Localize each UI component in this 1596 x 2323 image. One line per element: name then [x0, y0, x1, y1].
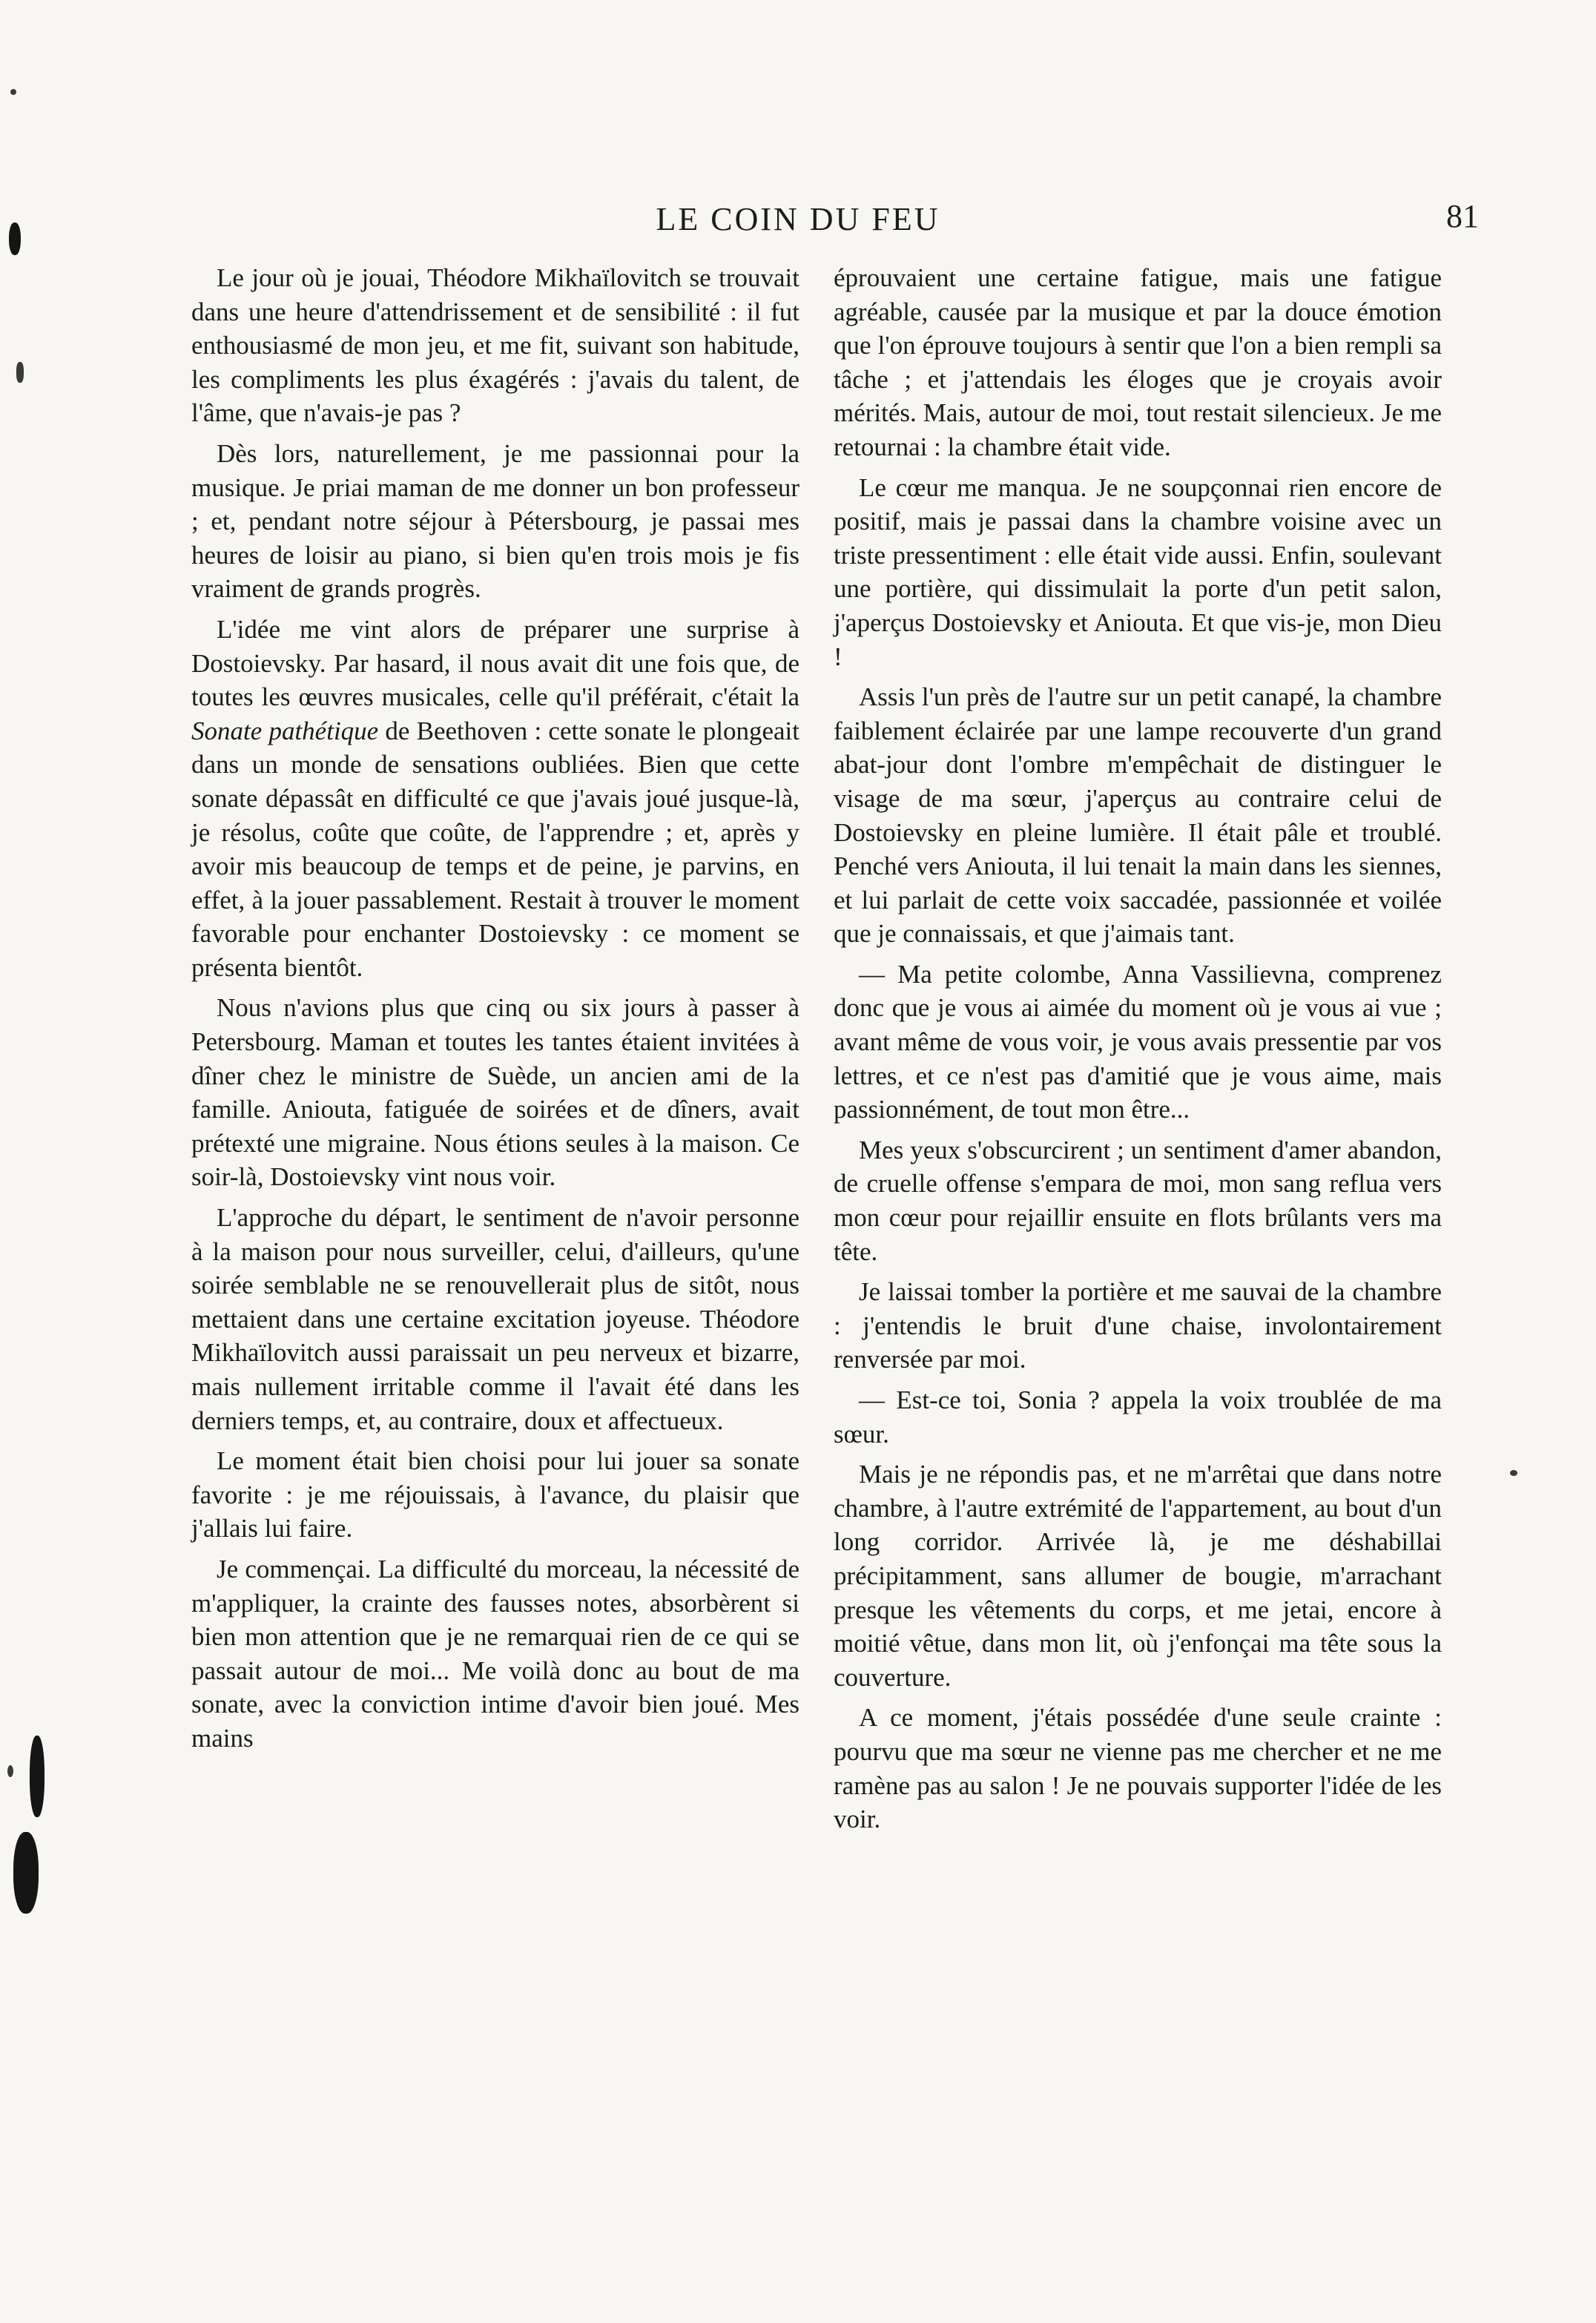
- paragraph: Mais je ne répondis pas, et ne m'arrêtai que dans notre chambre, à l'autre extrémité de l'appartement, au bout d'un long corridor. Arrivée là, je me déshabillai précipitamment, sans allumer de bougie, m'arrachant presque les vêtements du corps, et me jetai, encore à moitié vêtue, dans mon lit, où j'enfonçai ma tête sous la couverture.: [834, 1460, 1442, 1692]
- paragraph: A ce moment, j'étais possédée d'une seule crainte : pourvu que ma sœur ne vienne pas me chercher et ne me ramène pas au salon ! Je ne pouvais supporter l'idée de les voir.: [834, 1703, 1442, 1834]
- paragraph: L'approche du départ, le sentiment de n'avoir personne à la maison pour nous surveiller, celui, d'ailleurs, qu'une soirée semblable ne se renouvellerait plus de sitôt, nous mettaient dans une certaine excitation joyeuse. Théodore Mikhaïlovitch aussi paraissait un peu nerveux et bizarre, mais nullement irritable comme il l'avait été dans les derniers temps, et, au contraire, doux et affectueux.: [191, 1203, 799, 1435]
- left-column: [191, 261, 799, 1762]
- ink-speck: [7, 1765, 13, 1777]
- paragraph: Le moment était bien choisi pour lui jouer sa sonate favorite : je me réjouissais, à l'avance, du plaisir que j'allais lui faire.: [191, 1446, 799, 1543]
- paragraph: Le cœur me manqua. Je ne soupçonnai rien encore de positif, mais je passai dans la chambre voisine avec un triste pressentiment : elle était vide aussi. Enfin, soulevant une portière, qui dissimulait la porte d'un petit salon, j'aperçus Dostoievsky et Aniouta. Et que vis-je, mon Dieu !: [834, 472, 1442, 671]
- paragraph: — Est-ce toi, Sonia ? appela la voix troublée de ma sœur.: [834, 1385, 1442, 1449]
- paragraph: Dès lors, naturellement, je me passionnai pour la musique. Je priai maman de me donner un bon professeur ; et, pendant notre séjour à Pétersbourg, je passai mes heures de loisir au piano, si bien qu'en trois mois je fis vraiment de grands progrès.: [191, 438, 799, 604]
- ink-blot: [30, 1736, 44, 1817]
- right-column: [834, 261, 1442, 1843]
- ink-speck: [16, 362, 24, 383]
- paragraph: Assis l'un près de l'autre sur un petit canapé, la chambre faiblement éclairée par une lampe recouverte d'un grand abat-jour dont l'ombre m'empêchait de distinguer le visage de ma sœur, j'aperçus au contraire celui de Dostoievsky en pleine lumière. Il était pâle et troublé. Penché vers Aniouta, il lui tenait la main dans les siennes, et lui parlait de cette voix saccadée, passionnée et voilée que je connaissais, et que j'aimais tant.: [834, 682, 1442, 949]
- paragraph: Le jour où je jouai, Théodore Mikhaïlovitch se trouvait dans une heure d'attendrissement et de sensibilité : il fut enthousiasmé de mon jeu, et me fit, suivant son habitude, les compliments les plus éxagérés : j'avais du talent, de l'âme, que n'avais-je pas ?: [191, 263, 799, 428]
- paragraph: éprouvaient une certaine fatigue, mais une fatigue agréable, causée par la musique et par la douce émotion que l'on éprouve toujours à sentir que l'on a bien rempli sa tâche ; et j'attendais les éloges que je croyais avoir mérités. Mais, autour de moi, tout restait silencieux. Je me retournai : la chambre était vide.: [834, 263, 1442, 461]
- ink-speck: [10, 89, 16, 95]
- paragraph: Je laissai tomber la portière et me sauvai de la chambre : j'entendis le bruit d'une chaise, involontairement renversée par moi.: [834, 1277, 1442, 1374]
- paragraph: Nous n'avions plus que cinq ou six jours à passer à Petersbourg. Maman et toutes les tantes étaient invitées à dîner chez le ministre de Suède, un ancien ami de la famille. Aniouta, fatiguée de soirées et de dîners, avait prétexté une migraine. Nous étions seules à la maison. Ce soir-là, Dostoievsky vint nous voir.: [191, 993, 799, 1192]
- page-number: 81: [1446, 198, 1479, 234]
- running-title: LE COIN DU FEU: [656, 201, 940, 237]
- italic-work-title: Sonate pathétique: [191, 716, 379, 745]
- paragraph: Je commençai. La difficulté du morceau, la nécessité de m'appliquer, la crainte des fausses notes, absorbèrent si bien mon attention que je ne remarquai rien de ce qui se passait autour de moi... Me voilà donc au bout de ma sonate, avec la conviction intime d'avoir bien joué. Mes mains: [191, 1554, 799, 1753]
- paragraph: [191, 613, 799, 985]
- ink-blot: [9, 223, 21, 255]
- paragraph-text: L'idée me vint alors de préparer une surprise à Dostoievsky. Par hasard, il nous avait dit une fois que, de toutes les œuvres musicales, celle qu'il préférait, c'était la: [191, 614, 799, 712]
- paragraph-text: de Beethoven : cette sonate le plongeait dans un monde de sensations oubliées. Bien que cette sonate dépassât en difficulté ce que j'avais joué jusque-là, je résolus, coûte que coûte, de l'apprendre ; et, après y avoir mis beaucoup de temps et de peine, je parvins, en effet, à la jouer passablement. Restait à trouver le moment favorable pour enchanter Dostoievsky : ce moment se présenta bientôt.: [191, 716, 799, 982]
- paragraph: — Ma petite colombe, Anna Vassilievna, comprenez donc que je vous ai aimée du moment où je vous ai vue ; avant même de vous voir, je vous avais pressentie par vos lettres, et ce n'est pas d'amitié que je vous aime, mais passionnément, de tout mon être...: [834, 959, 1442, 1124]
- ink-speck: [1510, 1470, 1517, 1476]
- ink-blot: [13, 1832, 39, 1914]
- paragraph: Mes yeux s'obscurcirent ; un sentiment d'amer abandon, de cruelle offense s'empara de moi, mon sang reflua vers mon cœur pour rejaillir ensuite en flots brûlants vers ma tête.: [834, 1135, 1442, 1266]
